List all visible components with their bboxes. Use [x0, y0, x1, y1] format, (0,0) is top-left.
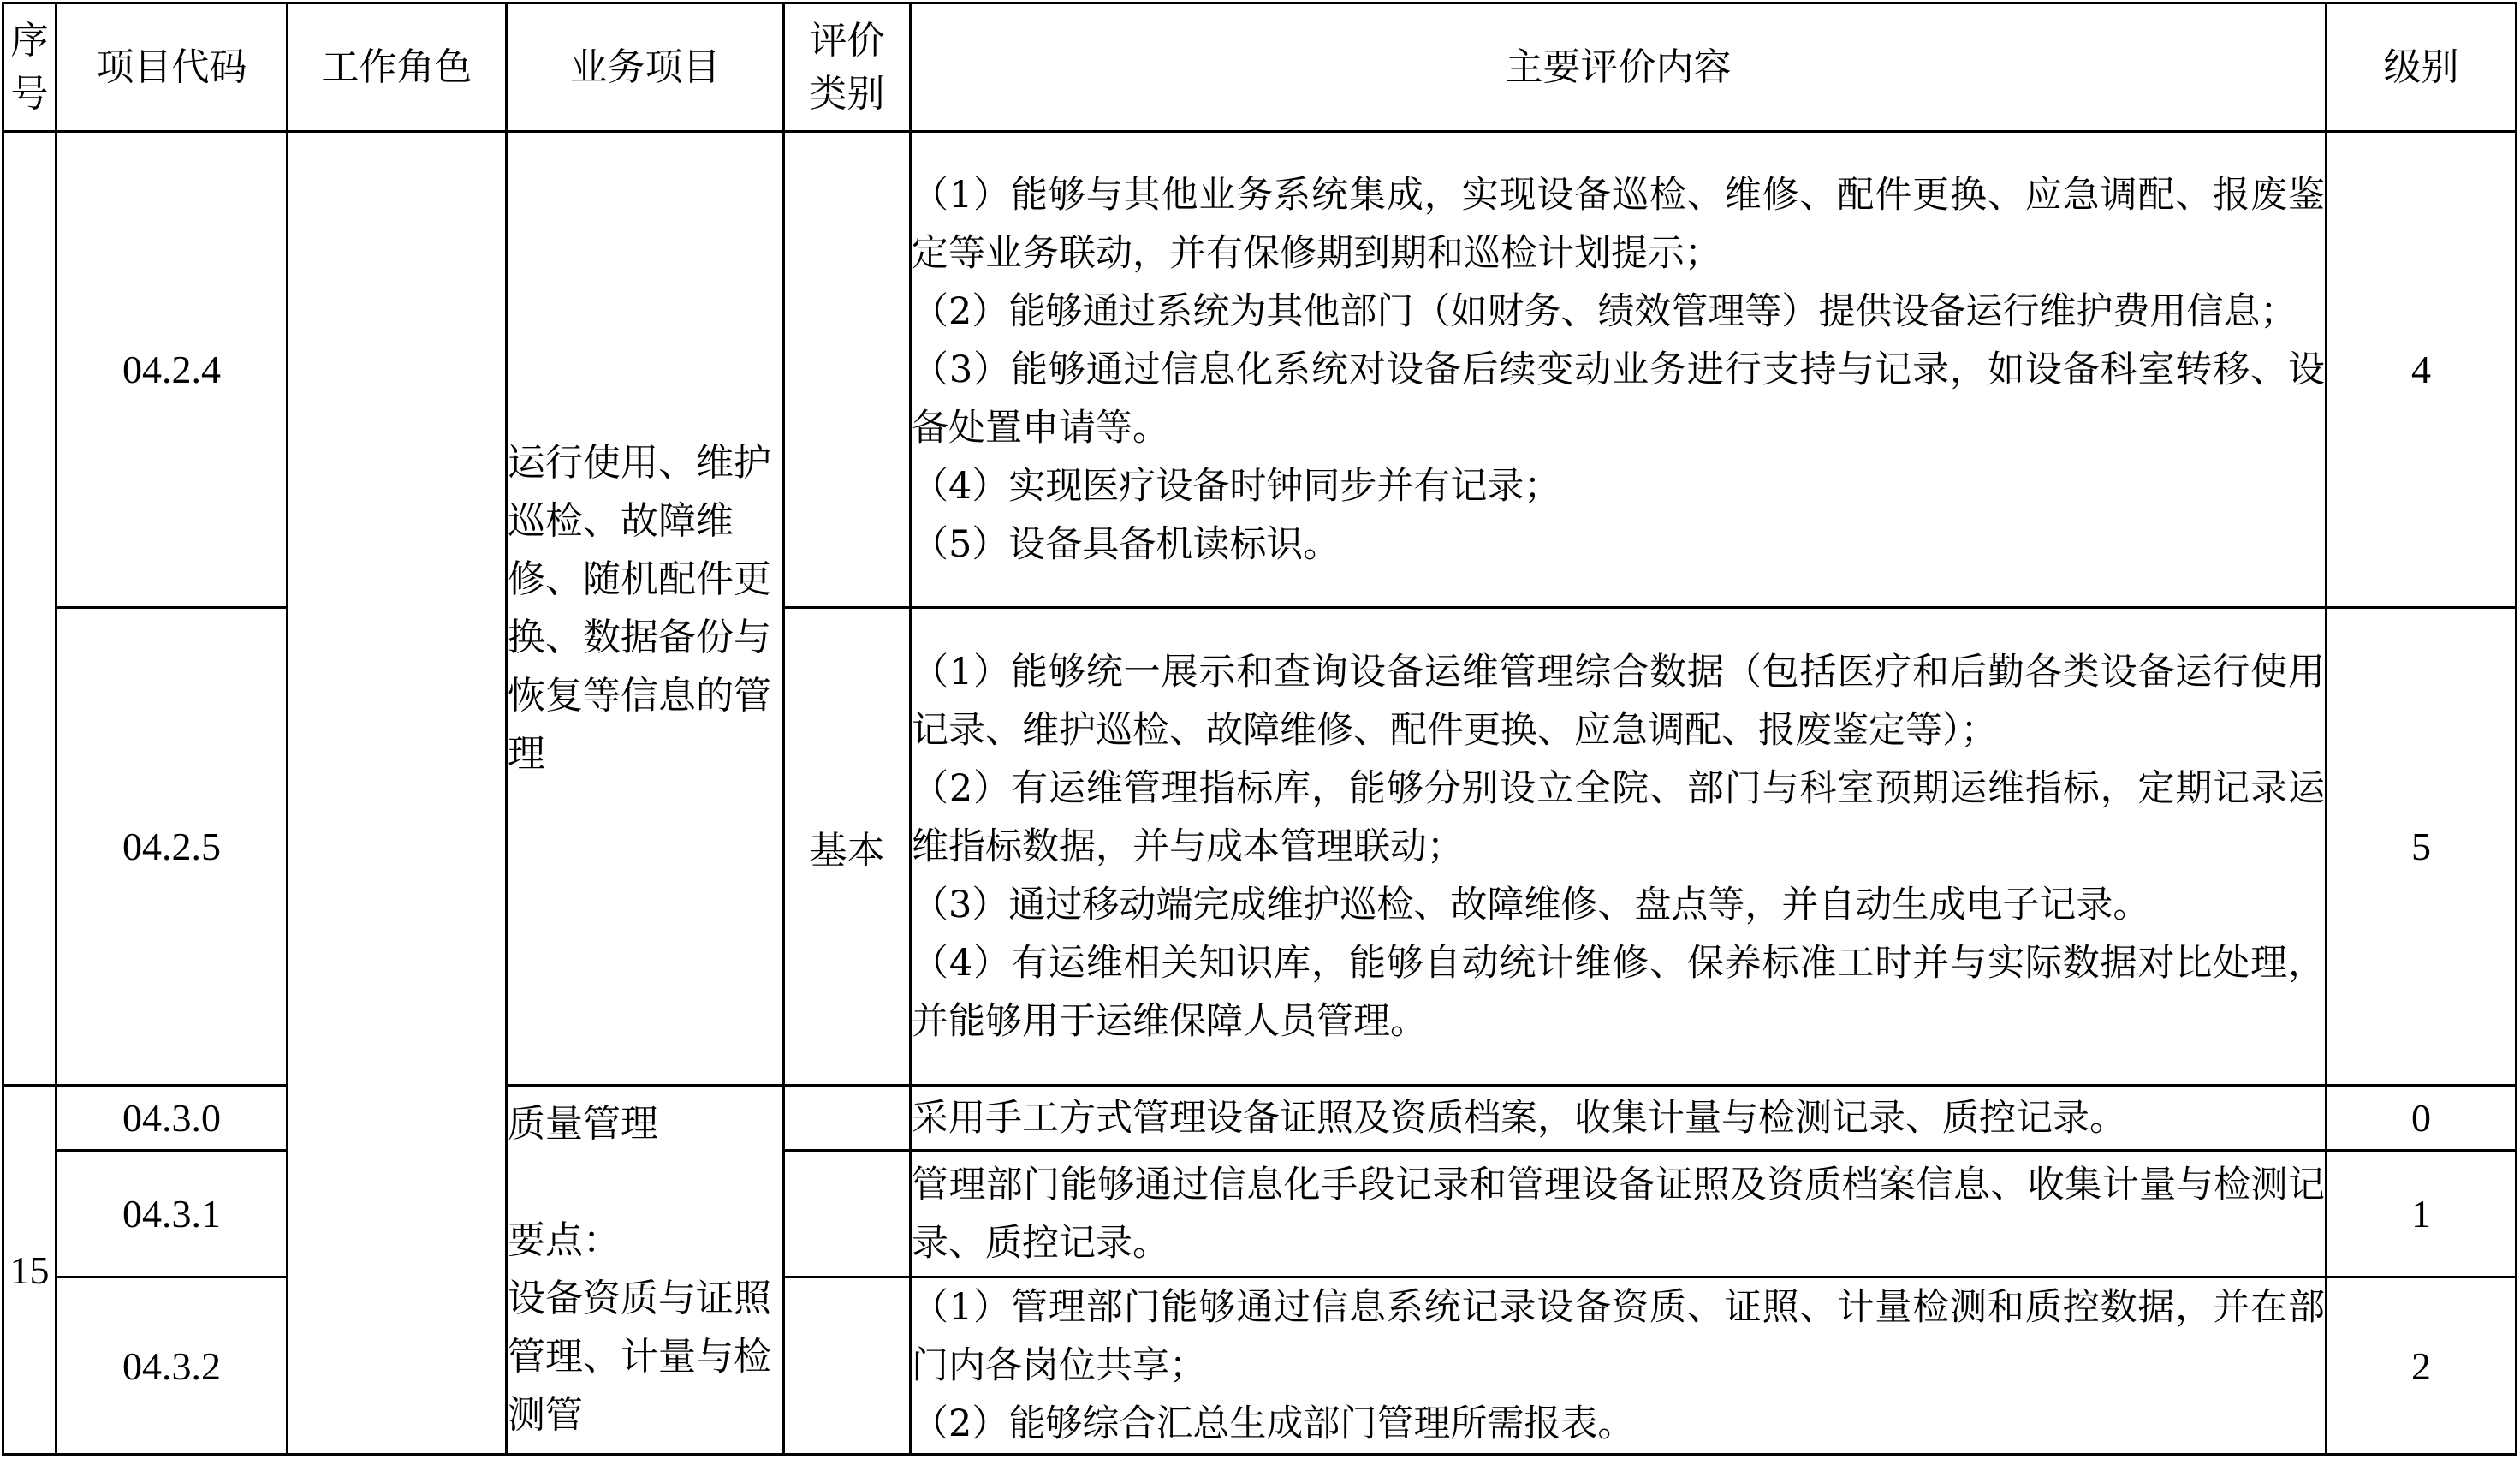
header-seq: 序号 [3, 3, 56, 132]
content-cell [911, 1277, 2327, 1455]
content-line: （1）能够统一展示和查询设备运维管理综合数据（包括医疗和后勤各类设备运行使用记录、维护巡检、故障维修、配件更换、应急调配、报废鉴定等）； [912, 650, 2325, 752]
code-cell: 04.2.4 [56, 132, 288, 608]
level-cell: 5 [2327, 608, 2517, 1086]
header-code: 项目代码 [56, 3, 288, 132]
content-line: （4）实现医疗设备时钟同步并有记录； [912, 464, 1561, 508]
category-cell [784, 1086, 911, 1151]
content-cell [911, 608, 2327, 1086]
evaluation-table [2, 2, 2517, 1456]
content-cell [911, 132, 2327, 608]
content-cell [911, 1151, 2327, 1277]
header-role: 工作角色 [288, 3, 507, 132]
header-category: 评价类别 [784, 3, 911, 132]
category-cell [784, 132, 911, 608]
header-row [3, 3, 2517, 132]
content-line: （2）有运维管理指标库，能够分别设立全院、部门与科室预期运维指标，定期记录运维指标数据，并与成本管理联动； [912, 766, 2325, 868]
code-cell: 04.3.1 [56, 1151, 288, 1277]
code-cell: 04.3.0 [56, 1086, 288, 1151]
level-cell: 1 [2327, 1151, 2517, 1277]
content-line: （2）能够综合汇总生成部门管理所需报表。 [912, 1402, 1635, 1445]
code-cell: 04.3.2 [56, 1277, 288, 1455]
level-cell: 4 [2327, 132, 2517, 608]
content-line: （1）能够与其他业务系统集成，实现设备巡检、维修、配件更换、应急调配、报废鉴定等业务联动，并有保修期到期和巡检计划提示； [912, 173, 2325, 275]
content-line: （3）能够通过信息化系统对设备后续变动业务进行支持与记录，如设备科室转移、设备处置申请等。 [912, 348, 2325, 450]
biz-spacer [508, 1153, 782, 1212]
content-line: （5）设备具备机读标识。 [912, 522, 1340, 566]
content-line: （2）能够通过系统为其他部门（如财务、绩效管理等）提供设备运行维护费用信息； [912, 289, 2297, 333]
content-line: （3）通过移动端完成维护巡检、故障维修、盘点等，并自动生成电子记录。 [912, 883, 2150, 926]
code-cell: 04.2.5 [56, 608, 288, 1086]
seq-cell: 15 [3, 1086, 56, 1455]
table-row [3, 132, 2517, 608]
header-content: 主要评价内容 [911, 3, 2327, 132]
header-level: 级别 [2327, 3, 2517, 132]
biz-cell-quality [507, 1086, 784, 1455]
category-cell [784, 1151, 911, 1277]
category-cell [784, 1277, 911, 1455]
level-cell: 2 [2327, 1277, 2517, 1455]
biz-points: 设备资质与证照管理、计量与检测管 [508, 1277, 771, 1437]
biz-title: 质量管理 [508, 1102, 658, 1146]
biz-points-label: 要点： [508, 1218, 621, 1262]
seq-cell-empty [3, 132, 56, 1086]
content-line: （4）有运维相关知识库，能够自动统计维修、保养标准工时并与实际数据对比处理，并能够用于运维保障人员管理。 [912, 941, 2325, 1043]
role-cell [288, 132, 507, 1455]
level-cell: 0 [2327, 1086, 2517, 1151]
category-cell: 基本 [784, 608, 911, 1086]
content-line: 管理部门能够通过信息化手段记录和管理设备证照及资质档案信息、收集计量与检测记录、质控记录。 [912, 1163, 2325, 1265]
header-biz: 业务项目 [507, 3, 784, 132]
biz-cell-ops: 运行使用、维护巡检、故障维修、随机配件更换、数据备份与恢复等信息的管理 [507, 132, 784, 1086]
content-cell [911, 1086, 2327, 1151]
content-line: （1）管理部门能够通过信息系统记录设备资质、证照、计量检测和质控数据，并在部门内各岗位共享； [912, 1286, 2325, 1387]
content-line: 采用手工方式管理设备证照及资质档案，收集计量与检测记录、质控记录。 [912, 1096, 2126, 1140]
